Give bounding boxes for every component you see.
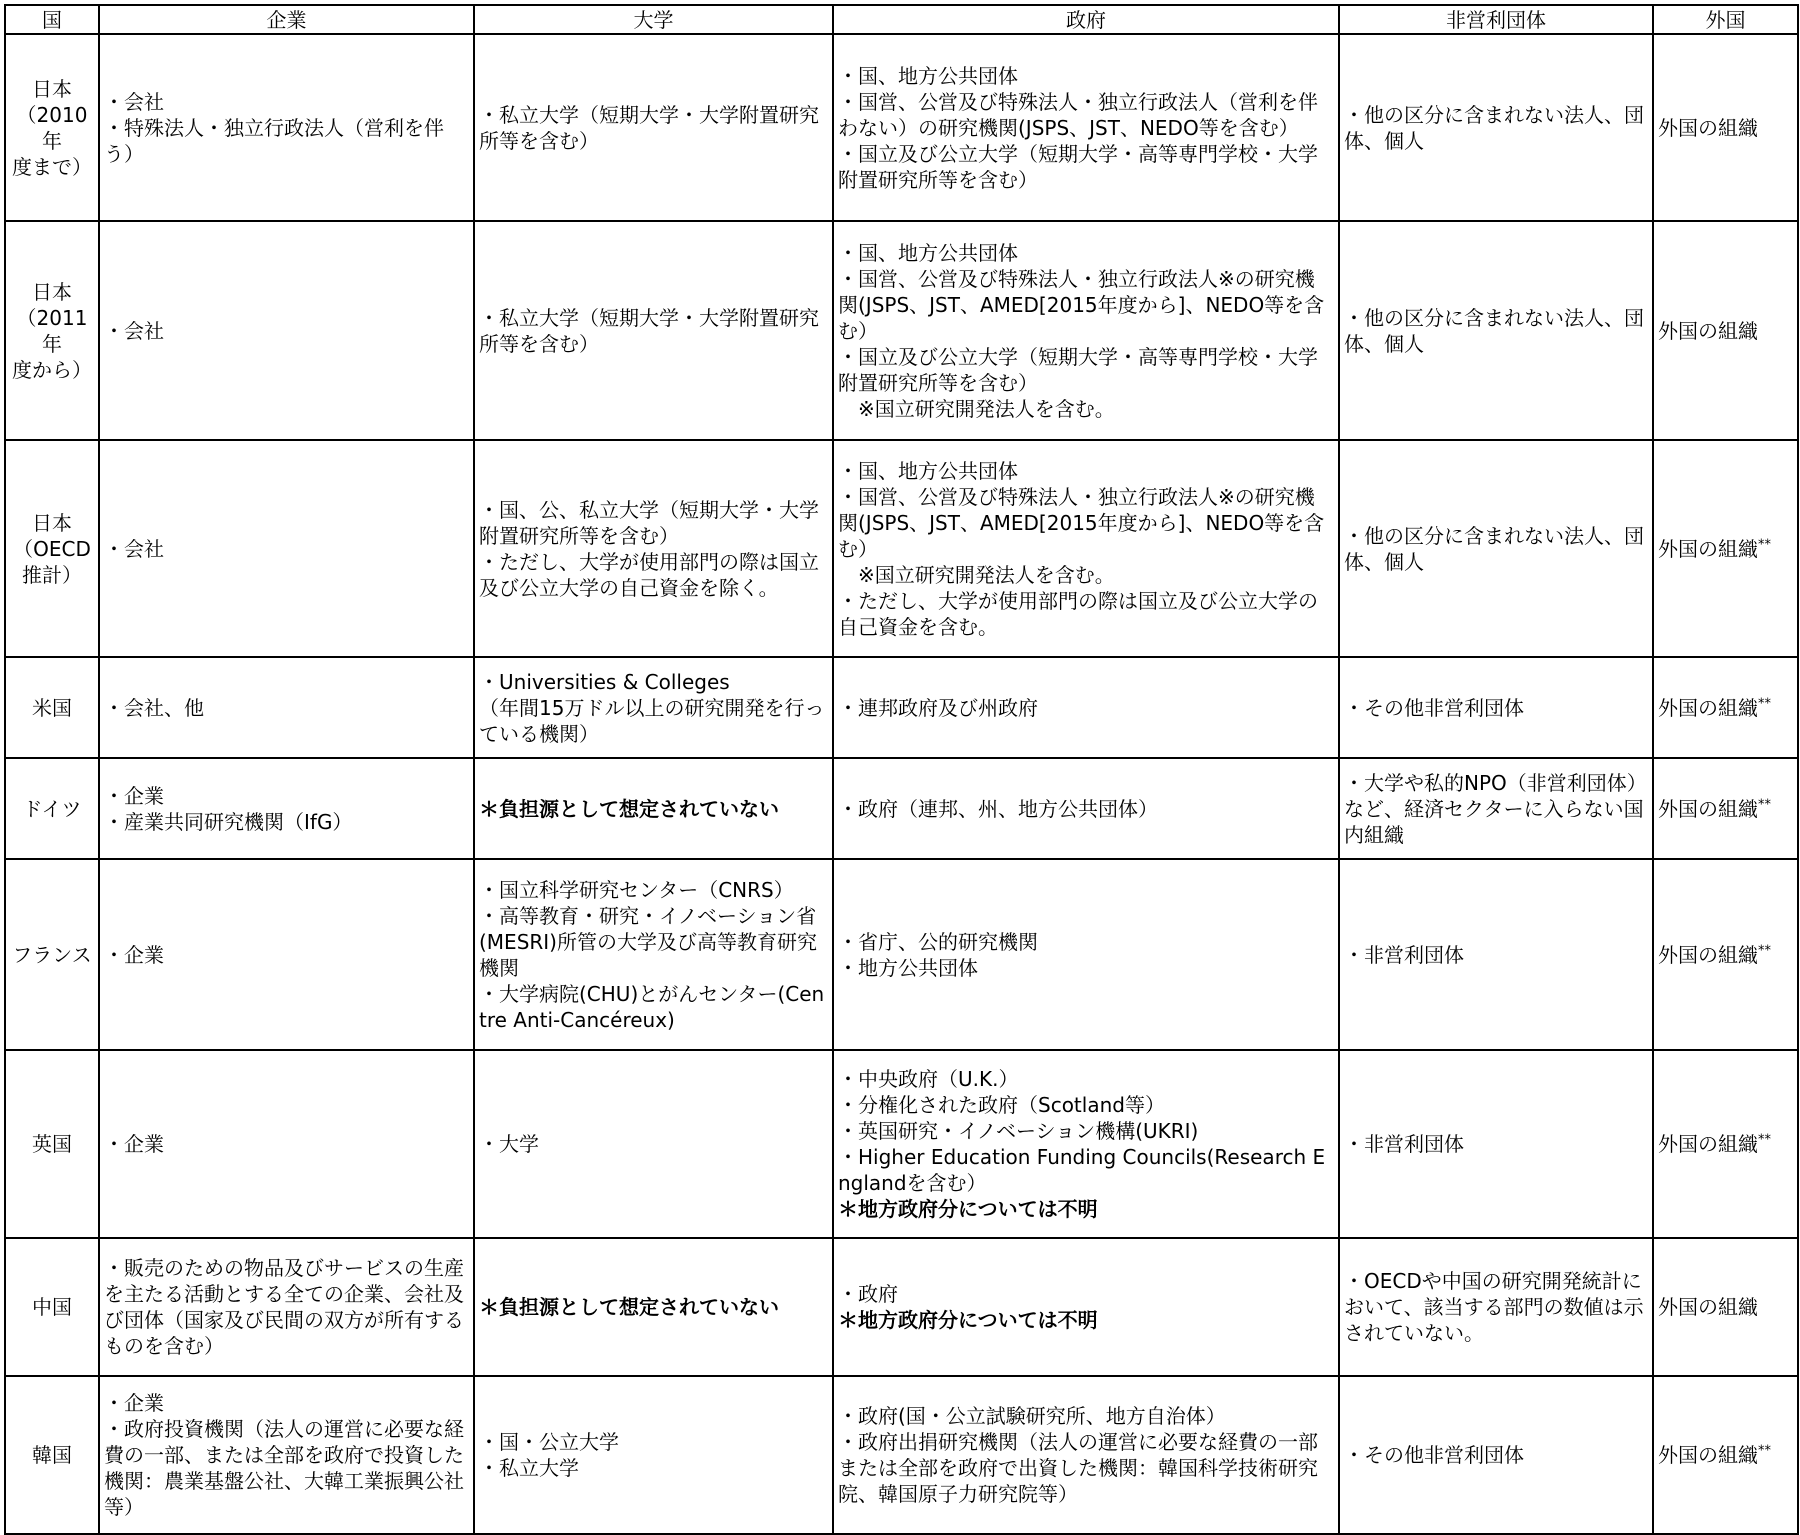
government-cell — [833, 221, 1339, 440]
entry-line: ・会社、他 — [104, 695, 204, 720]
table-row — [5, 1238, 1798, 1376]
foreign-entry: 外国の組織 — [1658, 942, 1758, 967]
footnote-mark: ** — [1758, 1443, 1771, 1459]
entry-line: ・地方公共団体 — [838, 955, 978, 980]
country-label-line: 米国 — [32, 695, 72, 720]
company-cell — [99, 221, 474, 440]
entry-line: ・産業共同研究機関（IfG） — [104, 809, 353, 834]
table-row — [5, 34, 1798, 221]
entry-line: ・政府（連邦、州、地方公共団体） — [838, 796, 1158, 821]
entry-line: ・会社 — [104, 318, 164, 343]
nonprofit-cell — [1339, 1376, 1653, 1534]
entry-line: ・大学病院(CHU)とがんセンター(Centre Anti-Cancéreux) — [479, 981, 825, 1032]
header-government: 政府 — [833, 5, 1339, 34]
footnote-mark: ** — [1758, 942, 1771, 958]
entry-line: ・企業 — [104, 783, 164, 808]
company-cell — [99, 440, 474, 657]
country-label-line: 度から） — [12, 357, 92, 382]
country-cell — [5, 657, 99, 758]
entry-line: ・政府(国・公立試験研究所、地方自治体） — [838, 1404, 1226, 1428]
entry-line: ・企業 — [104, 1391, 164, 1415]
table-row — [5, 1376, 1798, 1534]
entry-line: ・国営、公営及び特殊法人・独立行政法人※の研究機関(JSPS、JST、AMED[2015年度から]、NEDO等を含む） — [838, 484, 1325, 561]
entry-line: ・政府出捐研究機関（法人の運営に必要な経費の一部または全部を政府で出資した機関：韓国科学技術研究院、韓国原子力研究院等） — [838, 1430, 1318, 1506]
company-cell — [99, 1050, 474, 1238]
country-label-line: 日本 — [32, 279, 72, 304]
university-cell — [474, 1050, 833, 1238]
footnote-mark: ** — [1758, 536, 1771, 552]
entry-line: ※国立研究開発法人を含む。 — [838, 562, 1115, 587]
country-cell — [5, 221, 99, 440]
entry-line: ・大学 — [479, 1132, 539, 1156]
entry-line: ・国立及び公立大学（短期大学・高等専門学校・大学附置研究所等を含む） — [838, 141, 1318, 192]
foreign-entry: 外国の組織 — [1658, 115, 1758, 140]
table-row — [5, 859, 1798, 1050]
entry-line: ・その他非営利団体 — [1344, 1443, 1524, 1467]
nonprofit-cell — [1339, 221, 1653, 440]
entry-line: ・国、地方公共団体 — [838, 63, 1018, 88]
country-label-line: 度まで） — [12, 154, 92, 179]
entry-line: ・特殊法人・独立行政法人（営利を伴う） — [104, 115, 444, 166]
country-label-line: （2011年 — [16, 305, 88, 356]
table-row — [5, 221, 1798, 440]
country-label-line: 英国 — [32, 1132, 72, 1156]
foreign-cell — [1653, 758, 1798, 859]
foreign-entry: 外国の組織 — [1658, 318, 1758, 343]
nonprofit-cell — [1339, 34, 1653, 221]
country-cell — [5, 758, 99, 859]
nonprofit-cell — [1339, 1238, 1653, 1376]
foreign-entry: 外国の組織 — [1658, 796, 1758, 821]
company-cell — [99, 1238, 474, 1376]
entry-line: ・政府投資機関（法人の運営に必要な経費の一部、または全部を政府で投資した機関：農業基盤公社、大韓工業振興公社等） — [104, 1417, 464, 1519]
entry-line: ・企業 — [104, 1132, 164, 1156]
entry-line: ・販売のための物品及びサービスの生産を主たる活動とする全ての企業、会社及び団体（国家及び民間の双方が所有するものを含む） — [104, 1256, 464, 1358]
nonprofit-cell — [1339, 758, 1653, 859]
entry-line: ・他の区分に含まれない法人、団体、個人 — [1344, 102, 1644, 153]
footnote-mark: ** — [1758, 1132, 1771, 1148]
header-university: 大学 — [474, 5, 833, 34]
country-cell — [5, 1238, 99, 1376]
entry-line: ・分権化された政府（Scotland等） — [838, 1093, 1165, 1117]
government-cell — [833, 859, 1339, 1050]
nonprofit-cell — [1339, 1050, 1653, 1238]
entry-line: ・国営、公営及び特殊法人・独立行政法人（営利を伴わない）の研究機関(JSPS、JST、NEDO等を含む） — [838, 89, 1318, 140]
entry-line: ・会社 — [104, 89, 164, 114]
university-cell — [474, 1238, 833, 1376]
country-label-line: 推計） — [22, 562, 82, 587]
government-cell — [833, 440, 1339, 657]
foreign-entry: 外国の組織 — [1658, 1295, 1758, 1319]
entry-line: ・ただし、大学が使用部門の際は国立及び公立大学の自己資金を除く。 — [479, 549, 819, 600]
nonprofit-cell — [1339, 440, 1653, 657]
entry-line: ・私立大学 — [479, 1456, 579, 1480]
country-label-line: （OECD — [13, 536, 91, 561]
foreign-cell — [1653, 1376, 1798, 1534]
company-cell — [99, 34, 474, 221]
government-cell — [833, 1050, 1339, 1238]
government-cell — [833, 1376, 1339, 1534]
note-line: ＊負担源として想定されていない — [479, 796, 779, 821]
country-label-line: フランス — [12, 942, 92, 967]
country-label-line: （2010年 — [16, 102, 88, 153]
country-label-line: 中国 — [32, 1295, 72, 1319]
entry-line: ・会社 — [104, 536, 164, 561]
entry-line: ・中央政府（U.K.） — [838, 1067, 1019, 1091]
entry-line: ・企業 — [104, 942, 164, 967]
country-cell — [5, 859, 99, 1050]
entry-line: ・高等教育・研究・イノベーション省(MESRI)所管の大学及び高等教育研究機関 — [479, 903, 817, 980]
table-row — [5, 758, 1798, 859]
university-cell — [474, 440, 833, 657]
nonprofit-cell — [1339, 657, 1653, 758]
entry-line: ・Universities & Colleges — [479, 669, 730, 694]
table-row — [5, 657, 1798, 758]
country-cell — [5, 1050, 99, 1238]
foreign-cell — [1653, 657, 1798, 758]
entry-line: ※国立研究開発法人を含む。 — [838, 396, 1115, 421]
entry-line: ・英国研究・イノベーション機構(UKRI) — [838, 1119, 1199, 1143]
foreign-cell — [1653, 1050, 1798, 1238]
country-label-line: 日本 — [32, 510, 72, 535]
foreign-cell — [1653, 859, 1798, 1050]
government-cell — [833, 34, 1339, 221]
country-label-line: ドイツ — [22, 796, 82, 821]
entry-line: ・大学や私的NPO（非営利団体）など、経済セクターに入らない国内組織 — [1344, 770, 1647, 847]
table-row — [5, 1050, 1798, 1238]
table-row — [5, 440, 1798, 657]
entry-line: ・私立大学（短期大学・大学附置研究所等を含む） — [479, 102, 819, 153]
header-row — [5, 5, 1798, 34]
nonprofit-cell — [1339, 859, 1653, 1050]
header-foreign: 外国 — [1653, 5, 1798, 34]
header-country: 国 — [5, 5, 99, 34]
country-cell — [5, 1376, 99, 1534]
entry-line: ・国立及び公立大学（短期大学・高等専門学校・大学附置研究所等を含む） — [838, 344, 1318, 395]
entry-line: ・他の区分に含まれない法人、団体、個人 — [1344, 523, 1644, 574]
company-cell — [99, 1376, 474, 1534]
entry-line: ・他の区分に含まれない法人、団体、個人 — [1344, 305, 1644, 356]
country-label-line: 日本 — [32, 76, 72, 101]
country-cell — [5, 34, 99, 221]
entry-line: ・国立科学研究センター（CNRS） — [479, 877, 794, 902]
government-cell — [833, 758, 1339, 859]
footnote-mark: ** — [1758, 695, 1771, 711]
note-line: ＊地方政府分については不明 — [838, 1308, 1098, 1332]
funding-source-table — [4, 4, 1799, 1535]
entry-line: ・非営利団体 — [1344, 942, 1464, 967]
entry-line: （年間15万ドル以上の研究開発を行っている機関） — [479, 695, 825, 746]
table-body — [5, 34, 1798, 1534]
company-cell — [99, 859, 474, 1050]
foreign-entry: 外国の組織 — [1658, 1443, 1758, 1467]
entry-line: ・国、地方公共団体 — [838, 240, 1018, 265]
entry-line: ・省庁、公的研究機関 — [838, 929, 1038, 954]
foreign-cell — [1653, 34, 1798, 221]
header-company: 企業 — [99, 5, 474, 34]
entry-line: ・国・公立大学 — [479, 1430, 619, 1454]
foreign-cell — [1653, 1238, 1798, 1376]
entry-line: ・国、公、私立大学（短期大学・大学附置研究所等を含む） — [479, 497, 819, 548]
note-line: ＊地方政府分については不明 — [838, 1197, 1098, 1221]
foreign-cell — [1653, 221, 1798, 440]
entry-line: ・非営利団体 — [1344, 1132, 1464, 1156]
foreign-entry: 外国の組織 — [1658, 536, 1758, 561]
foreign-entry: 外国の組織 — [1658, 695, 1758, 720]
university-cell — [474, 758, 833, 859]
entry-line: ・連邦政府及び州政府 — [838, 695, 1038, 720]
company-cell — [99, 758, 474, 859]
country-cell — [5, 440, 99, 657]
university-cell — [474, 657, 833, 758]
entry-line: ・国営、公営及び特殊法人・独立行政法人※の研究機関(JSPS、JST、AMED[2015年度から]、NEDO等を含む） — [838, 266, 1325, 343]
entry-line: ・国、地方公共団体 — [838, 458, 1018, 483]
entry-line: ・ただし、大学が使用部門の際は国立及び公立大学の自己資金を含む。 — [838, 588, 1318, 639]
entry-line: ・私立大学（短期大学・大学附置研究所等を含む） — [479, 305, 819, 356]
foreign-entry: 外国の組織 — [1658, 1132, 1758, 1156]
entry-line: ・OECDや中国の研究開発統計において、該当する部門の数値は示されていない。 — [1344, 1269, 1644, 1345]
company-cell — [99, 657, 474, 758]
government-cell — [833, 1238, 1339, 1376]
foreign-cell — [1653, 440, 1798, 657]
entry-line: ・その他非営利団体 — [1344, 695, 1524, 720]
university-cell — [474, 859, 833, 1050]
note-line: ＊負担源として想定されていない — [479, 1295, 779, 1319]
entry-line: ・政府 — [838, 1282, 898, 1306]
university-cell — [474, 1376, 833, 1534]
university-cell — [474, 221, 833, 440]
country-label-line: 韓国 — [32, 1443, 72, 1467]
header-nonprofit: 非営利団体 — [1339, 5, 1653, 34]
entry-line: ・Higher Education Funding Councils(Research Englandを含む） — [838, 1145, 1326, 1195]
government-cell — [833, 657, 1339, 758]
university-cell — [474, 34, 833, 221]
footnote-mark: ** — [1758, 796, 1771, 812]
